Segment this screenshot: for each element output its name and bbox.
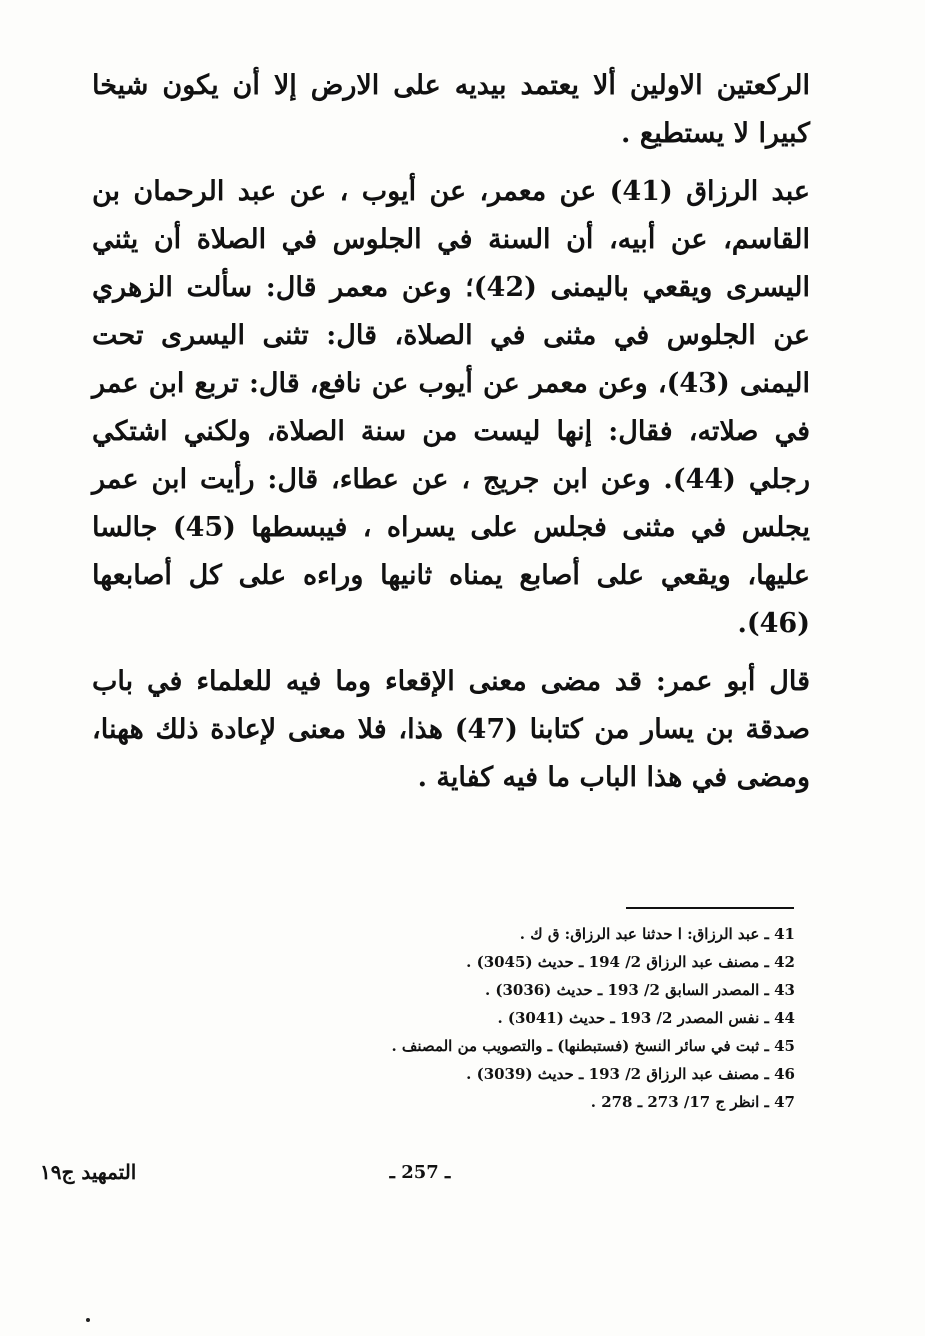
footnote-44: 44 ـ نفس المصدر 2/ 193 ـ حديث (3041) .: [497, 1009, 795, 1027]
footnote-43: 43 ـ المصدر السابق 2/ 193 ـ حديث (3036) .: [484, 981, 795, 999]
footnote-47: 47 ـ انظر ج 17/ 273 ـ 278 .: [590, 1093, 795, 1111]
footnote-separator: [626, 907, 794, 909]
main-text: [92, 62, 810, 802]
paragraph-3: قال أبو عمر: قد مضى معنى الإقعاء وما فيه للعلماء في باب صدقة بن يسار من كتابنا (47) هذا، فلا معنى لإعادة ذلك ههنا، ومضى في هذا الباب ما فيه كفاية .: [92, 666, 811, 793]
scan-speck: [86, 1318, 90, 1322]
footnote-41: 41 ـ عبد الرزاق: ا حدثنا عبد الرزاق: ق ك .: [519, 925, 795, 943]
page-number: ـ 257 ـ: [389, 1162, 451, 1183]
signature-mark: التمهيد ج١٩: [40, 1160, 137, 1184]
footnote-42: 42 ـ مصنف عبد الرزاق 2/ 194 ـ حديث (3045) .: [466, 953, 795, 971]
footnotes: [300, 920, 795, 1116]
footnote-45: 45 ـ ثبت في سائر النسخ (فستبطنها) ـ والتصويب من المصنف .: [391, 1037, 795, 1055]
paragraph-2: عبد الرزاق (41) عن معمر، عن أيوب ، عن عبد الرحمان بن القاسم، عن أبيه، أن السنة في الجلوس في الصلاة أن يثني اليسرى ويقعي باليمنى (42)؛ وعن معمر قال: سألت الزهري عن الجلوس في مثنى في الصلاة، قال: تثنى اليسرى تحت اليمنى (43)، وعن معمر عن أيوب عن نافع، قال: تربع ابن عمر في صلاته، فقال: إنها ليست من سنة الصلاة، ولكني اشتكي رجلي (44). وعن ابن جريج ، عن عطاء، قال: رأيت ابن عمر يجلس في مثنى فجلس على يسراه ، فيبسطها (45) جالسا عليها، ويقعي على أصابع يمناه ثانيها وراءه على كل أصابعها (46).: [92, 176, 811, 639]
paragraph-1: الركعتين الاولين ألا يعتمد بيديه على الارض إلا أن يكون شيخا كبيرا لا يستطيع .: [92, 70, 810, 149]
footnote-46: 46 ـ مصنف عبد الرزاق 2/ 193 ـ حديث (3039) .: [466, 1065, 795, 1083]
